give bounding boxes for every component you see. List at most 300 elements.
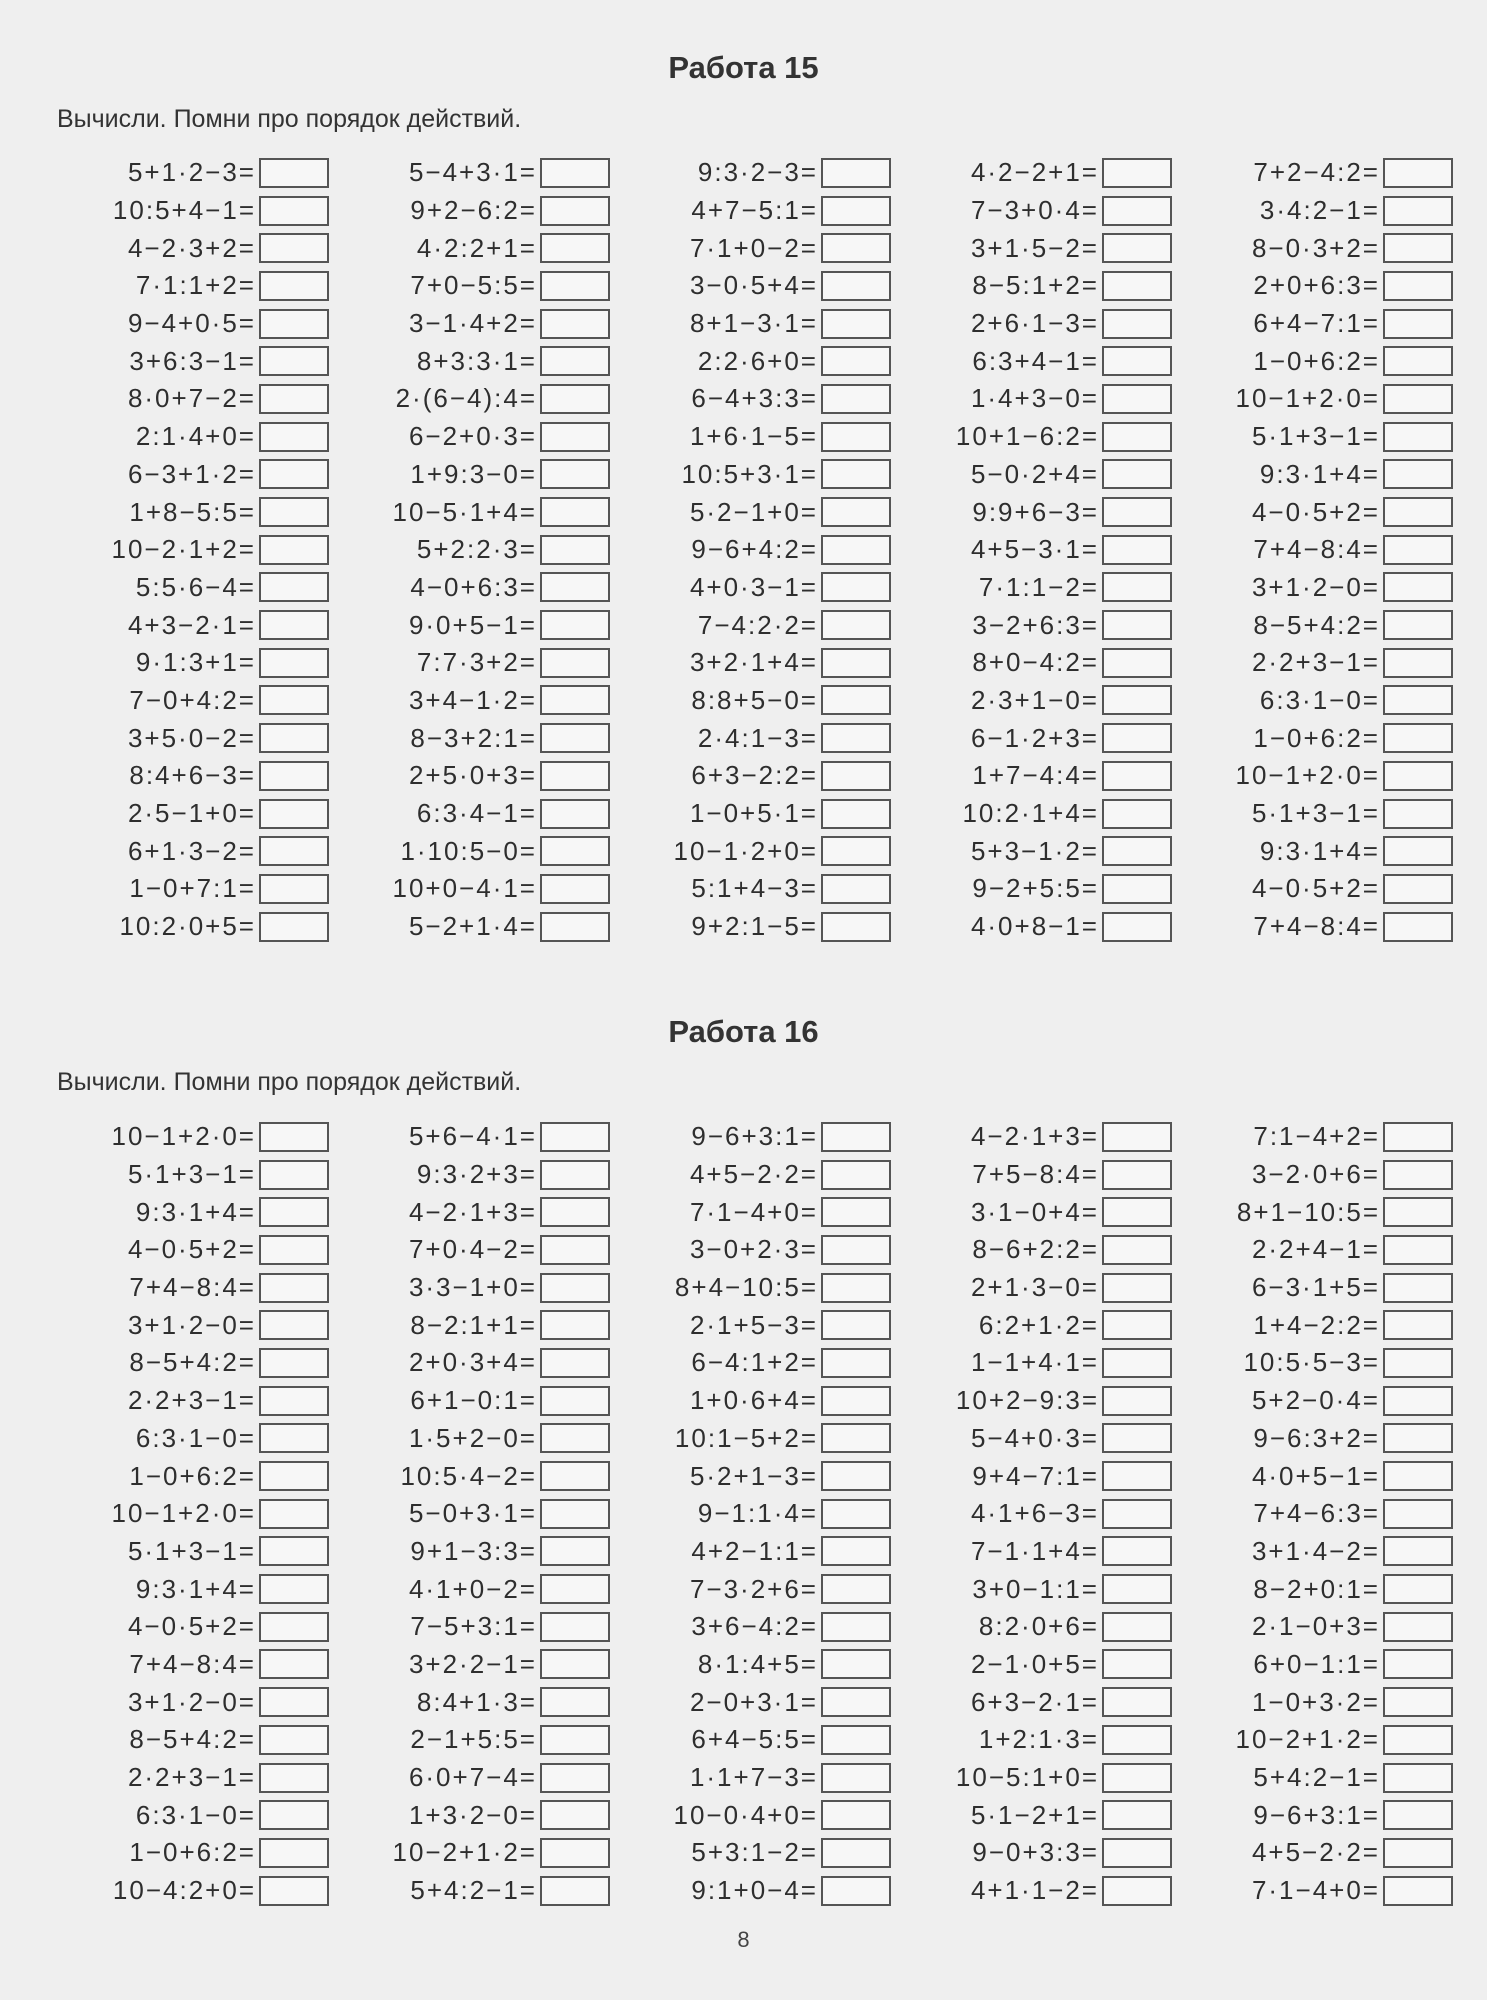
answer-box[interactable] (1102, 384, 1172, 414)
answer-box[interactable] (540, 1536, 610, 1566)
exercise-expression: 4+0·3−1= (689, 571, 818, 602)
answer-box[interactable] (259, 1273, 329, 1303)
answer-box[interactable] (259, 422, 329, 452)
answer-box[interactable] (1102, 1386, 1172, 1416)
answer-box[interactable] (821, 1122, 891, 1152)
answer-box[interactable] (259, 196, 329, 226)
answer-box[interactable] (1383, 912, 1453, 942)
exercise-expression: 6:3·1−0= (135, 1422, 256, 1453)
answer-box[interactable] (1383, 1348, 1453, 1378)
answer-box[interactable] (821, 384, 891, 414)
answer-box[interactable] (821, 346, 891, 376)
exercise-item (1182, 1872, 1463, 1910)
answer-box[interactable] (1383, 346, 1453, 376)
exercise-expression: 5·1+3−1= (127, 1535, 256, 1566)
exercise-item (1182, 1306, 1463, 1344)
answer-box[interactable] (1383, 1499, 1453, 1529)
exercise-item (1182, 1382, 1463, 1420)
answer-box[interactable] (1383, 1423, 1453, 1453)
answer-box[interactable] (821, 1423, 891, 1453)
answer-box[interactable] (1102, 1273, 1172, 1303)
answer-box[interactable] (259, 723, 329, 753)
exercise-expression: 2·2+3−1= (127, 1762, 256, 1793)
exercise-item (58, 1344, 339, 1382)
answer-box[interactable] (540, 1687, 610, 1717)
exercise-expression: 2·2+4−1= (1251, 1234, 1380, 1265)
answer-box[interactable] (821, 648, 891, 678)
answer-box[interactable] (821, 685, 891, 715)
exercise-expression: 2−0+3·1= (689, 1686, 818, 1717)
answer-box[interactable] (1383, 799, 1453, 829)
exercise-item (1182, 229, 1463, 267)
answer-box[interactable] (821, 1461, 891, 1491)
answer-box[interactable] (259, 1687, 329, 1717)
exercise-item (339, 1306, 620, 1344)
answer-box[interactable] (540, 1273, 610, 1303)
answer-box[interactable] (540, 196, 610, 226)
exercise-expression: 2−1+5:5= (410, 1724, 537, 1755)
exercise-expression: 4·1+6−3= (970, 1498, 1099, 1529)
exercise-item (339, 1872, 620, 1910)
answer-box[interactable] (821, 271, 891, 301)
exercise-expression: 5+6−4·1= (408, 1121, 537, 1152)
exercise-expression: 7+4−8:4= (1253, 911, 1380, 942)
exercise-item (58, 1646, 339, 1684)
answer-box[interactable] (540, 1160, 610, 1190)
answer-box[interactable] (1383, 648, 1453, 678)
exercise-item (1182, 1156, 1463, 1194)
answer-box[interactable] (540, 572, 610, 602)
answer-box[interactable] (259, 271, 329, 301)
answer-box[interactable] (821, 1687, 891, 1717)
answer-box[interactable] (821, 158, 891, 188)
answer-box[interactable] (540, 158, 610, 188)
answer-box[interactable] (1102, 1197, 1172, 1227)
work-16-title: Работа 16 (668, 1014, 819, 1049)
exercise-expression: 10−1·2+0= (673, 835, 818, 866)
exercise-item (1182, 1533, 1463, 1571)
exercise-expression: 5+4:2−1= (410, 1875, 537, 1906)
answer-box[interactable] (1102, 1800, 1172, 1830)
answer-box[interactable] (1383, 1763, 1453, 1793)
exercise-item (58, 644, 339, 682)
exercise-item (58, 1759, 339, 1797)
answer-box[interactable] (1383, 572, 1453, 602)
answer-box[interactable] (1102, 1574, 1172, 1604)
exercise-item (1182, 870, 1463, 908)
exercise-item (1182, 1608, 1463, 1646)
answer-box[interactable] (540, 1725, 610, 1755)
answer-box[interactable] (821, 610, 891, 640)
answer-box[interactable] (821, 874, 891, 904)
answer-box[interactable] (259, 1310, 329, 1340)
answer-box[interactable] (1102, 1235, 1172, 1265)
exercise-expression: 8·0+7−2= (127, 383, 256, 414)
answer-box[interactable] (1383, 836, 1453, 866)
exercise-expression: 5:5·6−4= (135, 571, 256, 602)
answer-box[interactable] (821, 422, 891, 452)
answer-box[interactable] (821, 535, 891, 565)
answer-box[interactable] (259, 761, 329, 791)
exercise-expression: 4+7−5:1= (691, 195, 818, 226)
answer-box[interactable] (259, 1461, 329, 1491)
answer-box[interactable] (1102, 233, 1172, 263)
exercise-expression: 2+0·3+4= (408, 1347, 537, 1378)
answer-box[interactable] (821, 912, 891, 942)
answer-box[interactable] (540, 1235, 610, 1265)
answer-box[interactable] (1102, 912, 1172, 942)
exercise-expression: 1+2:1·3= (978, 1724, 1099, 1755)
exercise-item (620, 1420, 901, 1458)
exercise-item (58, 908, 339, 946)
exercise-expression: 10−2·1+2= (111, 534, 256, 565)
exercise-expression: 2+1·3−0= (970, 1272, 1099, 1303)
answer-box[interactable] (259, 1574, 329, 1604)
answer-box[interactable] (259, 648, 329, 678)
answer-box[interactable] (1102, 346, 1172, 376)
answer-box[interactable] (540, 912, 610, 942)
answer-box[interactable] (259, 158, 329, 188)
answer-box[interactable] (1383, 1725, 1453, 1755)
answer-box[interactable] (540, 761, 610, 791)
answer-box[interactable] (540, 1574, 610, 1604)
answer-box[interactable] (821, 1876, 891, 1906)
answer-box[interactable] (1383, 1310, 1453, 1340)
answer-box[interactable] (1383, 1612, 1453, 1642)
exercise-item (1182, 1344, 1463, 1382)
answer-box[interactable] (259, 497, 329, 527)
exercise-item (1182, 531, 1463, 569)
answer-box[interactable] (821, 1160, 891, 1190)
answer-box[interactable] (821, 1838, 891, 1868)
answer-box[interactable] (1102, 1348, 1172, 1378)
exercise-item (339, 569, 620, 607)
answer-box[interactable] (540, 233, 610, 263)
answer-box[interactable] (259, 1423, 329, 1453)
answer-box[interactable] (1383, 497, 1453, 527)
answer-box[interactable] (1102, 309, 1172, 339)
answer-box[interactable] (1102, 1310, 1172, 1340)
exercise-expression: 10+0−4·1= (392, 873, 537, 904)
answer-box[interactable] (259, 1386, 329, 1416)
exercise-item (1182, 1193, 1463, 1231)
answer-box[interactable] (821, 1235, 891, 1265)
answer-box[interactable] (1383, 196, 1453, 226)
answer-box[interactable] (821, 1386, 891, 1416)
answer-box[interactable] (1383, 723, 1453, 753)
answer-box[interactable] (1102, 1838, 1172, 1868)
exercise-expression: 5+4:2−1= (1253, 1762, 1380, 1793)
answer-box[interactable] (259, 1235, 329, 1265)
answer-box[interactable] (821, 1763, 891, 1793)
answer-box[interactable] (1383, 761, 1453, 791)
exercise-expression: 9:3·2−3= (697, 157, 818, 188)
answer-box[interactable] (540, 1612, 610, 1642)
answer-box[interactable] (540, 1348, 610, 1378)
answer-box[interactable] (540, 1838, 610, 1868)
exercise-expression: 5−2+1·4= (408, 911, 537, 942)
exercise-item (901, 1570, 1182, 1608)
answer-box[interactable] (540, 1763, 610, 1793)
answer-box[interactable] (259, 1800, 329, 1830)
answer-box[interactable] (540, 309, 610, 339)
answer-box[interactable] (1102, 1649, 1172, 1679)
exercise-expression: 10−2+1·2= (392, 1837, 537, 1868)
answer-box[interactable] (1383, 1649, 1453, 1679)
answer-box[interactable] (540, 1386, 610, 1416)
exercise-item (1182, 456, 1463, 494)
exercise-expression: 3−0·5+4= (689, 270, 818, 301)
answer-box[interactable] (540, 1800, 610, 1830)
exercise-item (1182, 380, 1463, 418)
exercise-expression: 8−5+4:2= (129, 1724, 256, 1755)
answer-box[interactable] (1102, 1461, 1172, 1491)
exercise-expression: 5+3:1−2= (691, 1837, 818, 1868)
answer-box[interactable] (540, 648, 610, 678)
answer-box[interactable] (540, 1461, 610, 1491)
answer-box[interactable] (1102, 1612, 1172, 1642)
exercise-item (901, 644, 1182, 682)
answer-box[interactable] (821, 459, 891, 489)
exercise-item (620, 757, 901, 795)
answer-box[interactable] (1102, 799, 1172, 829)
answer-box[interactable] (259, 1725, 329, 1755)
answer-box[interactable] (821, 1649, 891, 1679)
answer-box[interactable] (1383, 685, 1453, 715)
answer-box[interactable] (259, 610, 329, 640)
answer-box[interactable] (540, 384, 610, 414)
answer-box[interactable] (259, 459, 329, 489)
answer-box[interactable] (259, 309, 329, 339)
answer-box[interactable] (1102, 196, 1172, 226)
answer-box[interactable] (540, 799, 610, 829)
exercise-item (901, 1420, 1182, 1458)
answer-box[interactable] (259, 1499, 329, 1529)
exercise-expression: 2·2+3−1= (1251, 647, 1380, 678)
answer-box[interactable] (540, 1197, 610, 1227)
answer-box[interactable] (259, 799, 329, 829)
answer-box[interactable] (259, 1838, 329, 1868)
answer-box[interactable] (540, 346, 610, 376)
answer-box[interactable] (540, 874, 610, 904)
answer-box[interactable] (1102, 1499, 1172, 1529)
exercise-expression: 9:9+6−3= (972, 496, 1099, 527)
exercise-expression: 5−4+3·1= (408, 157, 537, 188)
answer-box[interactable] (540, 271, 610, 301)
answer-box[interactable] (540, 1649, 610, 1679)
answer-box[interactable] (821, 799, 891, 829)
answer-box[interactable] (259, 1876, 329, 1906)
answer-box[interactable] (821, 497, 891, 527)
answer-box[interactable] (1383, 459, 1453, 489)
answer-box[interactable] (1102, 1536, 1172, 1566)
answer-box[interactable] (259, 1160, 329, 1190)
answer-box[interactable] (1102, 874, 1172, 904)
answer-box[interactable] (1102, 1763, 1172, 1793)
answer-box[interactable] (1383, 1574, 1453, 1604)
answer-box[interactable] (1102, 836, 1172, 866)
exercise-item (620, 1156, 901, 1194)
answer-box[interactable] (821, 196, 891, 226)
answer-box[interactable] (821, 1800, 891, 1830)
answer-box[interactable] (259, 1763, 329, 1793)
answer-box[interactable] (821, 1574, 891, 1604)
exercise-item (339, 1156, 620, 1194)
answer-box[interactable] (821, 836, 891, 866)
answer-box[interactable] (540, 535, 610, 565)
answer-box[interactable] (1102, 422, 1172, 452)
exercise-expression: 2·1+5−3= (689, 1309, 818, 1340)
answer-box[interactable] (1383, 271, 1453, 301)
exercise-expression: 1+0·6+4= (689, 1385, 818, 1416)
answer-box[interactable] (821, 1499, 891, 1529)
answer-box[interactable] (540, 723, 610, 753)
answer-box[interactable] (1383, 1687, 1453, 1717)
answer-box[interactable] (259, 1348, 329, 1378)
answer-box[interactable] (1383, 233, 1453, 263)
exercise-expression: 3+1·2−0= (127, 1309, 256, 1340)
exercise-item (901, 493, 1182, 531)
work-15-title: Работа 15 (668, 50, 819, 85)
exercise-item (620, 229, 901, 267)
answer-box[interactable] (259, 384, 329, 414)
answer-box[interactable] (1102, 1122, 1172, 1152)
exercise-expression: 3+0−1:1= (972, 1573, 1099, 1604)
exercise-expression: 5·2+1−3= (689, 1460, 818, 1491)
exercise-item (339, 1193, 620, 1231)
answer-box[interactable] (1383, 1197, 1453, 1227)
exercise-expression: 5·2−1+0= (689, 496, 818, 527)
answer-box[interactable] (259, 346, 329, 376)
answer-box[interactable] (1383, 1876, 1453, 1906)
exercise-item (339, 1269, 620, 1307)
exercise-expression: 9:3·1+4= (1259, 835, 1380, 866)
exercise-expression: 9−6+3:1= (1253, 1799, 1380, 1830)
answer-box[interactable] (821, 1348, 891, 1378)
exercise-expression: 9+2:1−5= (691, 911, 818, 942)
answer-box[interactable] (1383, 1800, 1453, 1830)
answer-box[interactable] (259, 1197, 329, 1227)
exercise-item (339, 1683, 620, 1721)
answer-box[interactable] (1383, 1122, 1453, 1152)
answer-box[interactable] (259, 1122, 329, 1152)
answer-box[interactable] (1383, 1273, 1453, 1303)
exercise-item (901, 870, 1182, 908)
answer-box[interactable] (540, 685, 610, 715)
answer-box[interactable] (540, 836, 610, 866)
answer-box[interactable] (1102, 761, 1172, 791)
answer-box[interactable] (1383, 422, 1453, 452)
exercise-expression: 5·1+3−1= (127, 1159, 256, 1190)
answer-box[interactable] (1383, 309, 1453, 339)
exercise-item (58, 493, 339, 531)
answer-box[interactable] (1102, 1876, 1172, 1906)
answer-box[interactable] (1383, 610, 1453, 640)
answer-box[interactable] (540, 1310, 610, 1340)
exercise-item (901, 908, 1182, 946)
answer-box[interactable] (1383, 158, 1453, 188)
answer-box[interactable] (1383, 535, 1453, 565)
answer-box[interactable] (821, 761, 891, 791)
answer-box[interactable] (540, 1122, 610, 1152)
answer-box[interactable] (1102, 459, 1172, 489)
answer-box[interactable] (540, 1876, 610, 1906)
answer-box[interactable] (1383, 1461, 1453, 1491)
answer-box[interactable] (1383, 1536, 1453, 1566)
answer-box[interactable] (259, 1612, 329, 1642)
answer-box[interactable] (1102, 1423, 1172, 1453)
answer-box[interactable] (259, 836, 329, 866)
exercise-item (1182, 1457, 1463, 1495)
answer-box[interactable] (540, 459, 610, 489)
answer-box[interactable] (1102, 685, 1172, 715)
answer-box[interactable] (1102, 572, 1172, 602)
answer-box[interactable] (1383, 874, 1453, 904)
answer-box[interactable] (1102, 535, 1172, 565)
answer-box[interactable] (1383, 1235, 1453, 1265)
answer-box[interactable] (821, 233, 891, 263)
answer-box[interactable] (1102, 1687, 1172, 1717)
answer-box[interactable] (1102, 723, 1172, 753)
answer-box[interactable] (821, 1273, 891, 1303)
answer-box[interactable] (259, 572, 329, 602)
exercise-expression: 1·4+3−0= (970, 383, 1099, 414)
exercise-expression: 7−1·1+4= (970, 1535, 1099, 1566)
answer-box[interactable] (821, 309, 891, 339)
answer-box[interactable] (1383, 1386, 1453, 1416)
answer-box[interactable] (821, 572, 891, 602)
answer-box[interactable] (540, 497, 610, 527)
answer-box[interactable] (540, 610, 610, 640)
answer-box[interactable] (1383, 1838, 1453, 1868)
answer-box[interactable] (821, 1197, 891, 1227)
exercise-expression: 3−2·0+6= (1251, 1159, 1380, 1190)
answer-box[interactable] (540, 1423, 610, 1453)
exercise-expression: 7·1−4+0= (1251, 1875, 1380, 1906)
work-16-instruction: Вычисли. Помни про порядок действий. (57, 1068, 522, 1096)
answer-box[interactable] (1102, 271, 1172, 301)
answer-box[interactable] (1383, 384, 1453, 414)
answer-box[interactable] (1102, 610, 1172, 640)
answer-box[interactable] (1102, 497, 1172, 527)
answer-box[interactable] (821, 723, 891, 753)
answer-box[interactable] (259, 1649, 329, 1679)
exercise-expression: 5:1+4−3= (691, 873, 818, 904)
answer-box[interactable] (259, 874, 329, 904)
answer-box[interactable] (259, 912, 329, 942)
exercise-item (58, 1156, 339, 1194)
answer-box[interactable] (259, 1536, 329, 1566)
answer-box[interactable] (1102, 1160, 1172, 1190)
answer-box[interactable] (1102, 648, 1172, 678)
answer-box[interactable] (259, 233, 329, 263)
exercise-item (901, 569, 1182, 607)
exercise-item (1182, 1796, 1463, 1834)
answer-box[interactable] (259, 535, 329, 565)
answer-box[interactable] (1102, 1725, 1172, 1755)
answer-box[interactable] (1383, 1160, 1453, 1190)
answer-box[interactable] (259, 685, 329, 715)
exercise-expression: 7:1−4+2= (1253, 1121, 1380, 1152)
exercise-expression: 7+4−8:4= (129, 1648, 256, 1679)
answer-box[interactable] (821, 1310, 891, 1340)
answer-box[interactable] (821, 1536, 891, 1566)
answer-box[interactable] (540, 422, 610, 452)
answer-box[interactable] (1102, 158, 1172, 188)
answer-box[interactable] (821, 1725, 891, 1755)
answer-box[interactable] (821, 1612, 891, 1642)
answer-box[interactable] (540, 1499, 610, 1529)
